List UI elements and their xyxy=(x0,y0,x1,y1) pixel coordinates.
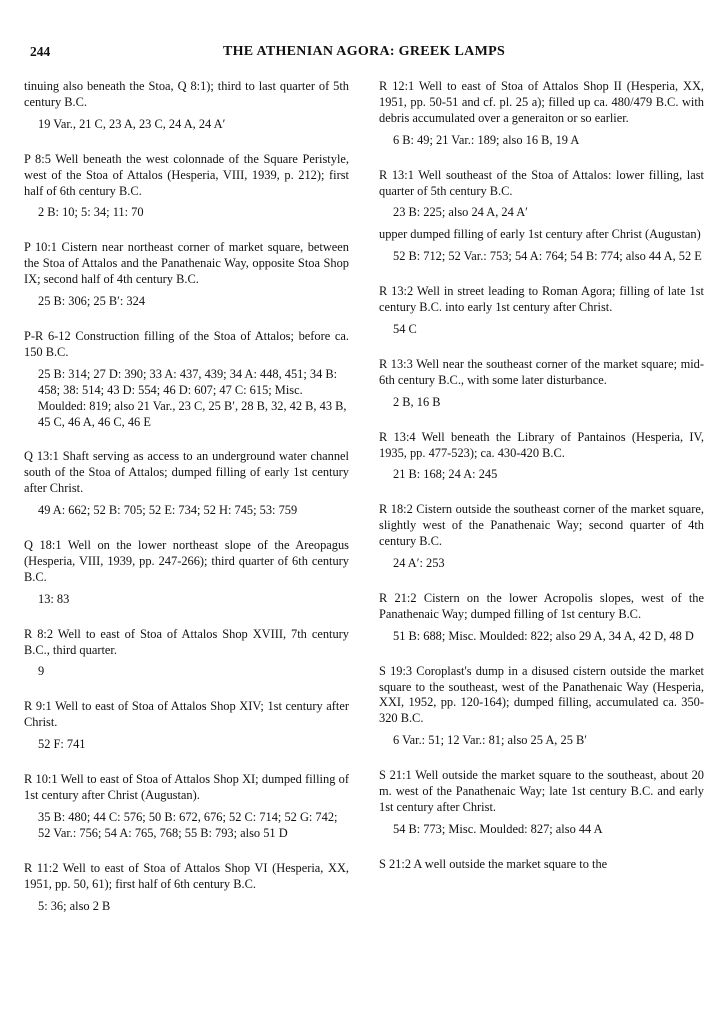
deposit-description: S 21:2 A well outside the market square to the xyxy=(379,856,608,871)
deposit-entry-p-r-6-12 xyxy=(24,329,349,430)
deposit-description: R 18:2 Cistern outside the southeast corner of the market square, slightly west of the Panathenaic Way; second quarter of 4th century B.C. xyxy=(379,502,704,549)
deposit-entry-r-10-1 xyxy=(24,772,349,842)
catalog-numbers: 19 Var., 21 C, 23 A, 23 C, 24 A, 24 A′ xyxy=(38,116,226,131)
deposit-description: R 8:2 Well to east of Stoa of Attalos Shop XVIII, 7th century B.C., third quarter. xyxy=(24,626,349,657)
deposit-entry-r-12-1 xyxy=(379,79,704,149)
catalog-numbers: 25 B: 314; 27 D: 390; 33 A: 437, 439; 34 A: 448, 451; 34 B: 458; 38: 514; 43 D: 554; 46 D: 607; 47 C: 615; Misc. Moulded: 819; also 21 Var., 23 C, 25 B′, 28 B, 32, 42 B, 43 B, 45 C, 46 A, 46 C, 46 E xyxy=(38,366,347,429)
catalog-numbers: 25 B: 306; 25 B′: 324 xyxy=(38,294,146,309)
deposit-description: S 19:3 Coroplast's dump in a disused cistern outside the market square to the southeast, west of the Panathenaic Way (Hesperia, XXI, 1952, pp. 120-164); dumped filling, accumulated ca. 350-320 B.C. xyxy=(379,663,704,726)
catalog-numbers: 21 B: 168; 24 A: 245 xyxy=(393,467,498,482)
page-header xyxy=(30,44,698,64)
catalog-numbers: 6 B: 49; 21 Var.: 189; also 16 B, 19 A xyxy=(393,132,580,147)
deposit-entry-r-21-2 xyxy=(379,591,704,645)
catalog-numbers: 2 B, 16 B xyxy=(393,394,441,409)
deposit-description: R 10:1 Well to east of Stoa of Attalos Shop XI; dumped filling of 1st century after Christ (Augustan). xyxy=(24,772,349,802)
catalog-numbers: 51 B: 688; Misc. Moulded: 822; also 29 A, 34 A, 42 D, 48 D xyxy=(393,628,694,643)
catalog-numbers: 54 B: 773; Misc. Moulded: 827; also 44 A xyxy=(393,821,603,836)
catalog-numbers: 49 A: 662; 52 B: 705; 52 E: 734; 52 H: 745; 53: 759 xyxy=(38,503,298,518)
deposit-entry-r-13-2 xyxy=(379,284,704,338)
continuation-text: tinuing also beneath the Stoa, Q 8:1); third to last quarter of 5th century B.C. xyxy=(24,79,349,109)
catalog-numbers: 13: 83 xyxy=(38,591,70,606)
deposit-description: Q 18:1 Well on the lower northeast slope of the Areopagus (Hesperia, VIII, 1939, pp. 247-266); third quarter of 6th century B.C. xyxy=(24,538,349,584)
deposit-entry-r-11-2 xyxy=(24,861,349,915)
catalog-numbers: 6 Var.: 51; 12 Var.: 81; also 25 A, 25 B′ xyxy=(393,733,587,748)
right-column xyxy=(379,79,704,892)
deposit-description: Q 13:1 Shaft serving as access to an underground water channel south of the Stoa of Attalos; dumped filling of early 1st century after Christ. xyxy=(24,449,349,496)
deposit-description: R 9:1 Well to east of Stoa of Attalos Shop XIV; 1st century after Christ. xyxy=(24,699,349,730)
deposit-entry-r-8-2 xyxy=(24,627,349,681)
page-number: 244 xyxy=(30,44,51,59)
deposit-entry-s-21-1 xyxy=(379,768,704,838)
deposit-description: R 11:2 Well to east of Stoa of Attalos Shop VI (Hesperia, XX, 1951, pp. 50, 61); first half of 6th century B.C. xyxy=(24,860,349,891)
deposit-entry-r-13-3 xyxy=(379,357,704,411)
deposit-description: S 21:1 Well outside the market square to the southeast, about 20 m. west of the Panathenaic Way; late 1st century B.C. and early 1st century after Christ. xyxy=(379,768,704,814)
deposit-entry-q-13-1 xyxy=(24,449,349,519)
deposit-description: R 13:2 Well in street leading to Roman Agora; filling of late 1st century B.C. into early 1st century after Christ. xyxy=(379,284,704,315)
deposit-description: R 13:3 Well near the southeast corner of the market square; mid-6th century B.C., with some later disturbance. xyxy=(379,356,704,387)
deposit-description: P 8:5 Well beneath the west colonnade of the Square Peristyle, west of the Stoa of Attalos (Hesperia, VIII, 1939, p. 212); first half of 6th century B.C. xyxy=(24,151,349,198)
catalog-numbers: 24 A′: 253 xyxy=(393,556,445,571)
catalog-numbers: 52 B: 712; 52 Var.: 753; 54 A: 764; 54 B: 774; also 44 A, 52 E xyxy=(393,249,702,264)
running-title: THE ATHENIAN AGORA: GREEK LAMPS xyxy=(222,44,506,59)
deposit-description: R 12:1 Well to east of Stoa of Attalos Shop II (Hesperia, XX, 1951, pp. 50-51 and cf. pl. 25 a); filled up ca. 480/479 B.C. with debris accumulated over a generaiton or so earlier. xyxy=(379,79,704,125)
deposit-entry-r-9-1 xyxy=(24,699,349,753)
catalog-numbers: 5: 36; also 2 B xyxy=(38,898,111,913)
catalog-numbers: 9 xyxy=(38,664,45,679)
catalog-numbers: 52 F: 741 xyxy=(38,737,86,752)
deposit-entry-r-13-1 xyxy=(379,168,704,266)
catalog-numbers: 23 B: 225; also 24 A, 24 A′ xyxy=(393,205,528,220)
deposit-description-upper-filling: upper dumped filling of early 1st century after Christ (Augustan) xyxy=(379,227,701,242)
left-column xyxy=(24,79,349,933)
deposit-entry-s-19-3 xyxy=(379,664,704,750)
deposit-entry-r-18-2 xyxy=(379,502,704,572)
deposit-entry-q-18-1 xyxy=(24,538,349,608)
catalog-numbers: 54 C xyxy=(393,321,417,336)
deposit-description: P 10:1 Cistern near northeast corner of market square, between the Stoa of Attalos and the Panathenaic Way, opposite Stoa Shop IX; second half of 4th century B.C. xyxy=(24,240,349,287)
deposit-description: R 13:1 Well southeast of the Stoa of Attalos: lower filling, last quarter of 5th century B.C. xyxy=(379,167,704,198)
deposit-entry-s-21-2 xyxy=(379,857,704,873)
deposit-entry-r-13-4 xyxy=(379,430,704,484)
deposit-description: R 13:4 Well beneath the Library of Pantainos (Hesperia, IV, 1935, pp. 477-523); ca. 430-420 B.C. xyxy=(379,429,704,460)
catalog-numbers: 2 B: 10; 5: 34; 11: 70 xyxy=(38,205,144,220)
deposit-entry-p-10-1 xyxy=(24,240,349,310)
deposit-description: P-R 6-12 Construction filling of the Stoa of Attalos; before ca. 150 B.C. xyxy=(24,328,349,359)
deposit-entry-p-8-5 xyxy=(24,152,349,222)
deposit-description: R 21:2 Cistern on the lower Acropolis slopes, west of the Panathenaic Way; dumped filling of 1st century B.C. xyxy=(379,590,704,621)
continuation-entry xyxy=(24,79,349,133)
catalog-numbers: 35 B: 480; 44 C: 576; 50 B: 672, 676; 52 C: 714; 52 G: 742; 52 Var.: 756; 54 A: 765, 768; 55 B: 793; also 51 D xyxy=(38,809,338,840)
